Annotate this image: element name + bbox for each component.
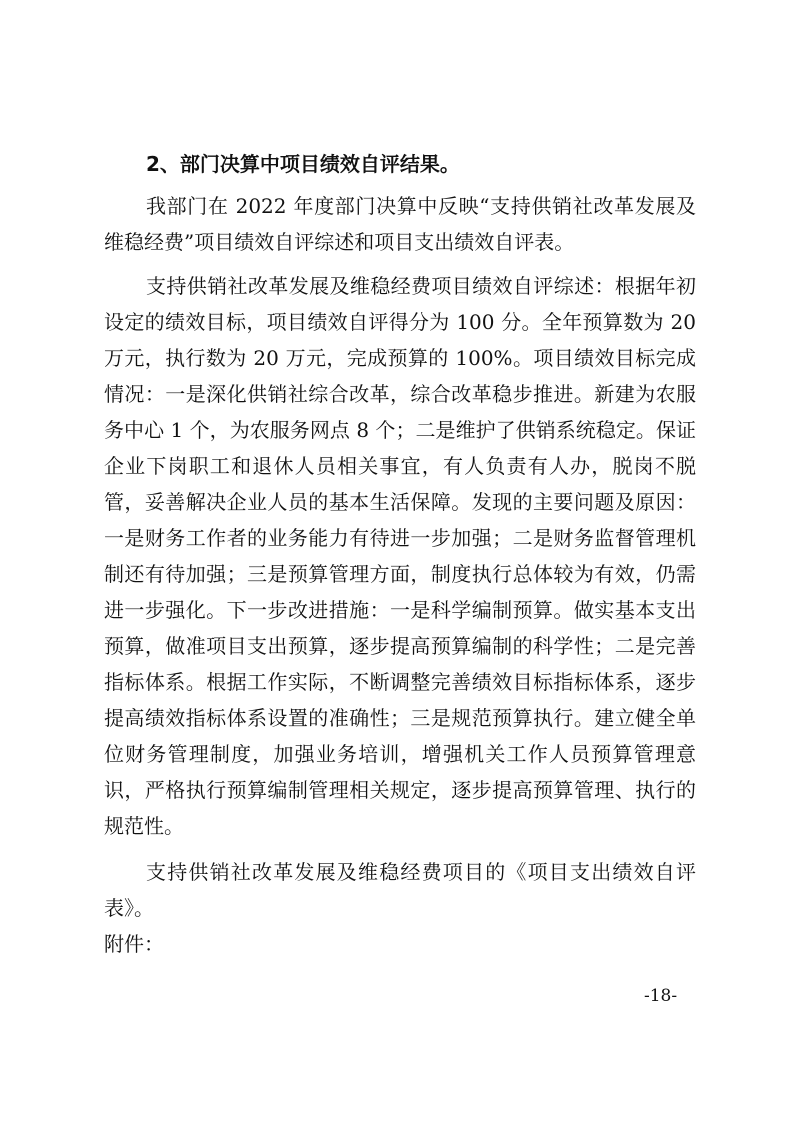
paragraph-summary: 支持供销社改革发展及维稳经费项目绩效自评综述：根据年初设定的绩效目标，项目绩效自评得分为 100 分。全年预算数为 20 万元，执行数为 20 万元，完成预算的 100%。项目绩效目标完成情况：一是深化供销社综合改革，综合改革稳步推进。新建为农服务中心 1 个，为农服务网点 8 个；二是维护了供销系统稳定。保证企业下岗职工和退休人员相关事宜，有人负责有人办，脱岗不脱管，妥善解决企业人员的基本生活保障。发现的主要问题及原因：一是财务工作者的业务能力有待进一步加强；二是财务监督管理机制还有待加强；三是预算管理方面，制度执行总体较为有效，仍需进一步强化。下一步改进措施：一是科学编制预算。做实基本支出预算，做准项目支出预算，逐步提高预算编制的科学性；二是完善指标体系。根据工作实际，不断调整完善绩效目标指标体系，逐步提高绩效指标体系设置的准确性；三是规范预算执行。建立健全单位财务管理制度，加强业务培训，增强机关工作人员预算管理意识，严格执行预算编制管理相关规定，逐步提高预算管理、执行的规范性。 bbox=[104, 274, 696, 838]
section-heading: 2、部门决算中项目绩效自评结果。 bbox=[146, 152, 460, 176]
paragraph-table-reference: 支持供销社改革发展及维稳经费项目的《项目支出绩效自评表》。 bbox=[104, 860, 696, 920]
page-number: -18- bbox=[644, 986, 678, 1006]
page-content bbox=[104, 146, 696, 962]
paragraph-intro: 我部门在 2022 年度部门决算中反映“支持供销社改革发展及维稳经费”项目绩效自评综述和项目支出绩效自评表。 bbox=[104, 194, 696, 254]
attachment-label: 附件： bbox=[104, 932, 164, 956]
